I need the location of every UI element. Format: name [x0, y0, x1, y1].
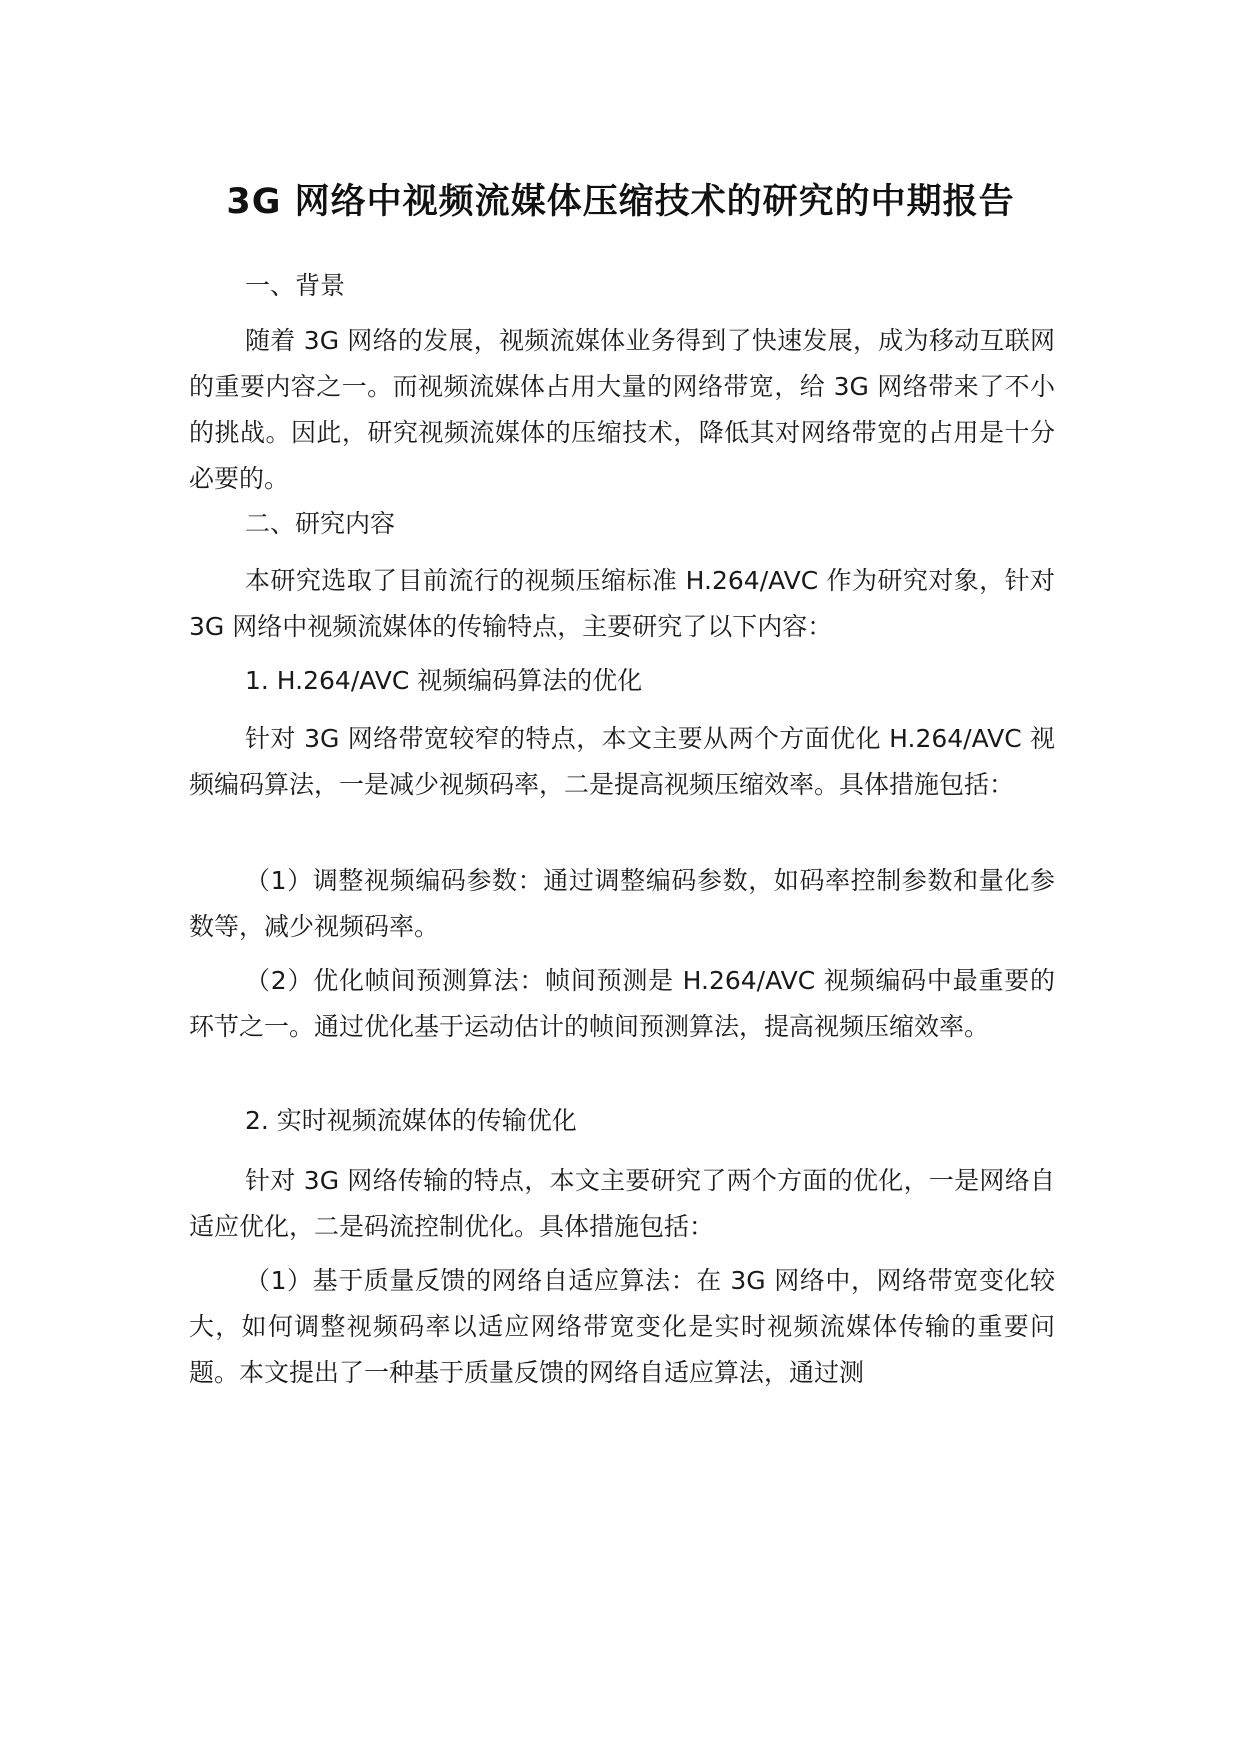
paragraph-research-intro: 本研究选取了目前流行的视频压缩标准 H.264/AVC 作为研究对象，针对 3G 网络中视频流媒体的传输特点，主要研究了以下内容： [189, 566, 1055, 641]
paragraph-codec-optimization: 针对 3G 网络带宽较窄的特点，本文主要从两个方面优化 H.264/AVC 视频编码算法，一是减少视频码率，二是提高视频压缩效率。具体措施包括： [189, 724, 1055, 799]
list-item-inter-prediction: （2）优化帧间预测算法：帧间预测是 H.264/AVC 视频编码中最重要的环节之一。通过优化基于运动估计的帧间预测算法，提高视频压缩效率。 [189, 966, 1055, 1041]
subheading-codec-optimization: 1. H.264/AVC 视频编码算法的优化 [245, 666, 643, 695]
section-heading-background: 一、背景 [245, 271, 346, 300]
paragraph-transmission-optimization: 针对 3G 网络传输的特点，本文主要研究了两个方面的优化，一是网络自适应优化，二是码流控制优化。具体措施包括： [189, 1166, 1055, 1241]
list-item-encoding-parameters: （1）调整视频编码参数：通过调整编码参数，如码率控制参数和量化参数等，减少视频码率。 [189, 866, 1055, 941]
section-heading-research-content: 二、研究内容 [245, 509, 396, 538]
document-title: 3G 网络中视频流媒体压缩技术的研究的中期报告 [226, 182, 1015, 222]
list-item-network-adaptive-algorithm: （1）基于质量反馈的网络自适应算法：在 3G 网络中，网络带宽变化较大，如何调整视频码率以适应网络带宽变化是实时视频流媒体传输的重要问题。本文提出了一种基于质量反馈的网络自适应算法，通过测 [189, 1266, 1055, 1387]
paragraph-background: 随着 3G 网络的发展，视频流媒体业务得到了快速发展，成为移动互联网的重要内容之一。而视频流媒体占用大量的网络带宽，给 3G 网络带来了不小的挑战。因此，研究视频流媒体的压缩技术，降低其对网络带宽的占用是十分必要的。 [189, 326, 1055, 493]
subheading-transmission-optimization: 2. 实时视频流媒体的传输优化 [245, 1106, 577, 1135]
